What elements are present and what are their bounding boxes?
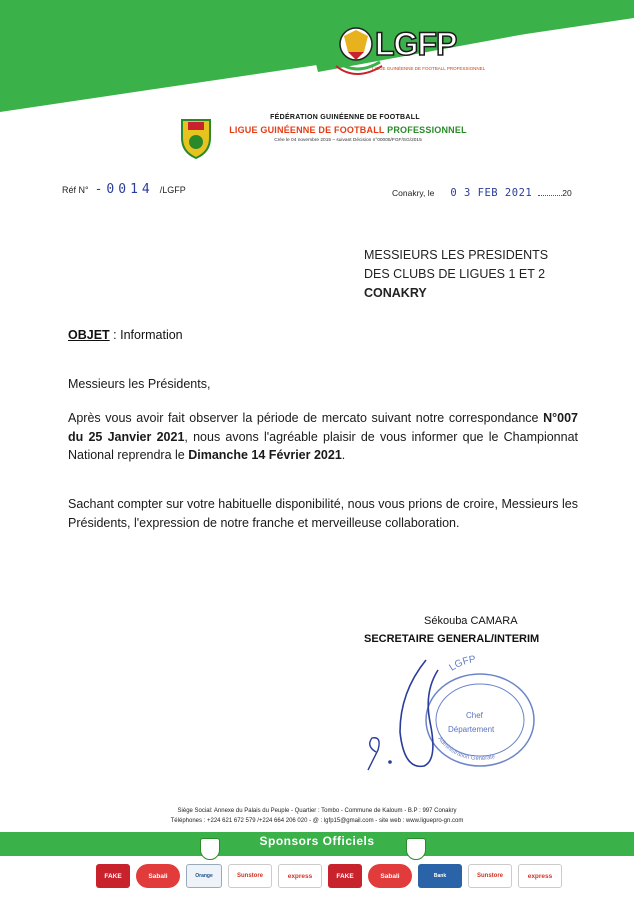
sponsor-logo: Sunstore	[228, 864, 272, 888]
sponsor-logo: Sabali	[368, 864, 412, 888]
footer-address: Siège Social: Annexe du Palais du Peuple - Quartier : Tombo - Commune de Kaloum - B.P : 997 Conakry	[177, 808, 457, 814]
stamp-line2: Département	[448, 725, 495, 734]
signature-stamp-icon	[360, 652, 560, 782]
place-date-line	[392, 187, 572, 199]
sponsor-logo: Sunstore	[468, 864, 512, 888]
federation-crest-icon	[178, 116, 214, 160]
lgfp-logo-tagline: LIGUE GUINÉENNE DE FOOTBALL PROFESSIONNEL	[372, 66, 486, 71]
sponsor-logo: express	[518, 864, 562, 888]
para1-restart-date: Dimanche 14 Février 2021	[188, 448, 342, 462]
creation-note: Crée le 04 novembre 2015 – suivant Décision n°00005/FGF/SG/2015	[274, 138, 422, 143]
date-stamp: 0 3 FEB 2021	[450, 187, 533, 199]
stamp-bottom-text: Administration Générale	[436, 736, 496, 763]
reference-line	[62, 182, 186, 197]
lgfp-logo-text: LGFP	[375, 26, 457, 62]
league-name-part1: LIGUE GUINÉENNE DE FOOTBALL	[229, 125, 385, 135]
sponsor-logos	[96, 864, 566, 890]
reference-prefix: Réf N°	[62, 185, 89, 195]
stamp-line1: Chef	[466, 711, 483, 720]
year-suffix: 20	[562, 188, 572, 198]
sponsor-logo: Bank	[418, 864, 462, 888]
federation-name: FÉDÉRATION GUINÉENNE DE FOOTBALL	[270, 114, 420, 121]
sponsor-logo: express	[278, 864, 322, 888]
sponsor-logo: FAKE	[328, 864, 362, 888]
footer-address-block	[0, 806, 634, 826]
league-name	[218, 125, 478, 135]
recipient-line1: MESSIEURS LES PRESIDENTS	[364, 248, 549, 262]
stamp-top-text: LGFP	[447, 654, 477, 674]
subject-label: OBJET	[68, 328, 110, 342]
para1-text-a: Après vous avoir fait observer la période de mercato suivant notre correspondance	[68, 411, 544, 425]
para1-text-c: , nous avons l'agréable plaisir de vous informer que le Championnat National reprendra le	[68, 429, 579, 462]
reference-suffix: /LGFP	[159, 185, 186, 195]
sponsor-logo: FAKE	[96, 864, 130, 888]
banner-white-cut	[0, 0, 634, 112]
date-dotted-line	[538, 195, 562, 196]
paragraph-1	[68, 409, 578, 465]
recipient-line2: DES CLUBS DE LIGUES 1 ET 2	[364, 267, 546, 281]
place: Conakry, le	[392, 188, 435, 198]
subject-text: : Information	[109, 328, 183, 342]
svg-text:Administration Générale	[436, 736, 496, 762]
reference-number: -0014	[94, 182, 154, 197]
league-name-part2: PROFESSIONNEL	[387, 125, 467, 135]
salutation: Messieurs les Présidents,	[68, 377, 211, 391]
footer-contact: Téléphones : +224 621 672 579 /+224 664 206 020 - @ : lgfp15@gmail.com - site web : www.liguepro-gn.com	[170, 818, 464, 824]
svg-text:LGFP	[447, 654, 476, 674]
lgfp-badge-icon	[200, 838, 220, 860]
subject-line	[68, 328, 183, 342]
sponsors-title: Sponsors Officiels	[259, 834, 375, 848]
paragraph-2: Sachant compter sur votre habituelle disponibilité, nous vous prions de croire, Messieurs les Présidents, l'expression de notre franche et merveilleuse collaboration.	[68, 497, 578, 530]
para1-text-e: .	[341, 448, 346, 462]
sponsor-logo: Sabali	[136, 864, 180, 888]
para1-reference: N°007 du 25 Janvier 2021	[68, 411, 578, 444]
lgfp-badge-icon	[406, 838, 426, 860]
recipient-city: CONAKRY	[364, 286, 427, 300]
recipient-block	[364, 246, 548, 303]
sponsor-logo: Orange	[186, 864, 222, 888]
signer-title: SECRETAIRE GENERAL/INTERIM	[364, 633, 540, 645]
signer-name: Sékouba CAMARA	[424, 615, 518, 627]
